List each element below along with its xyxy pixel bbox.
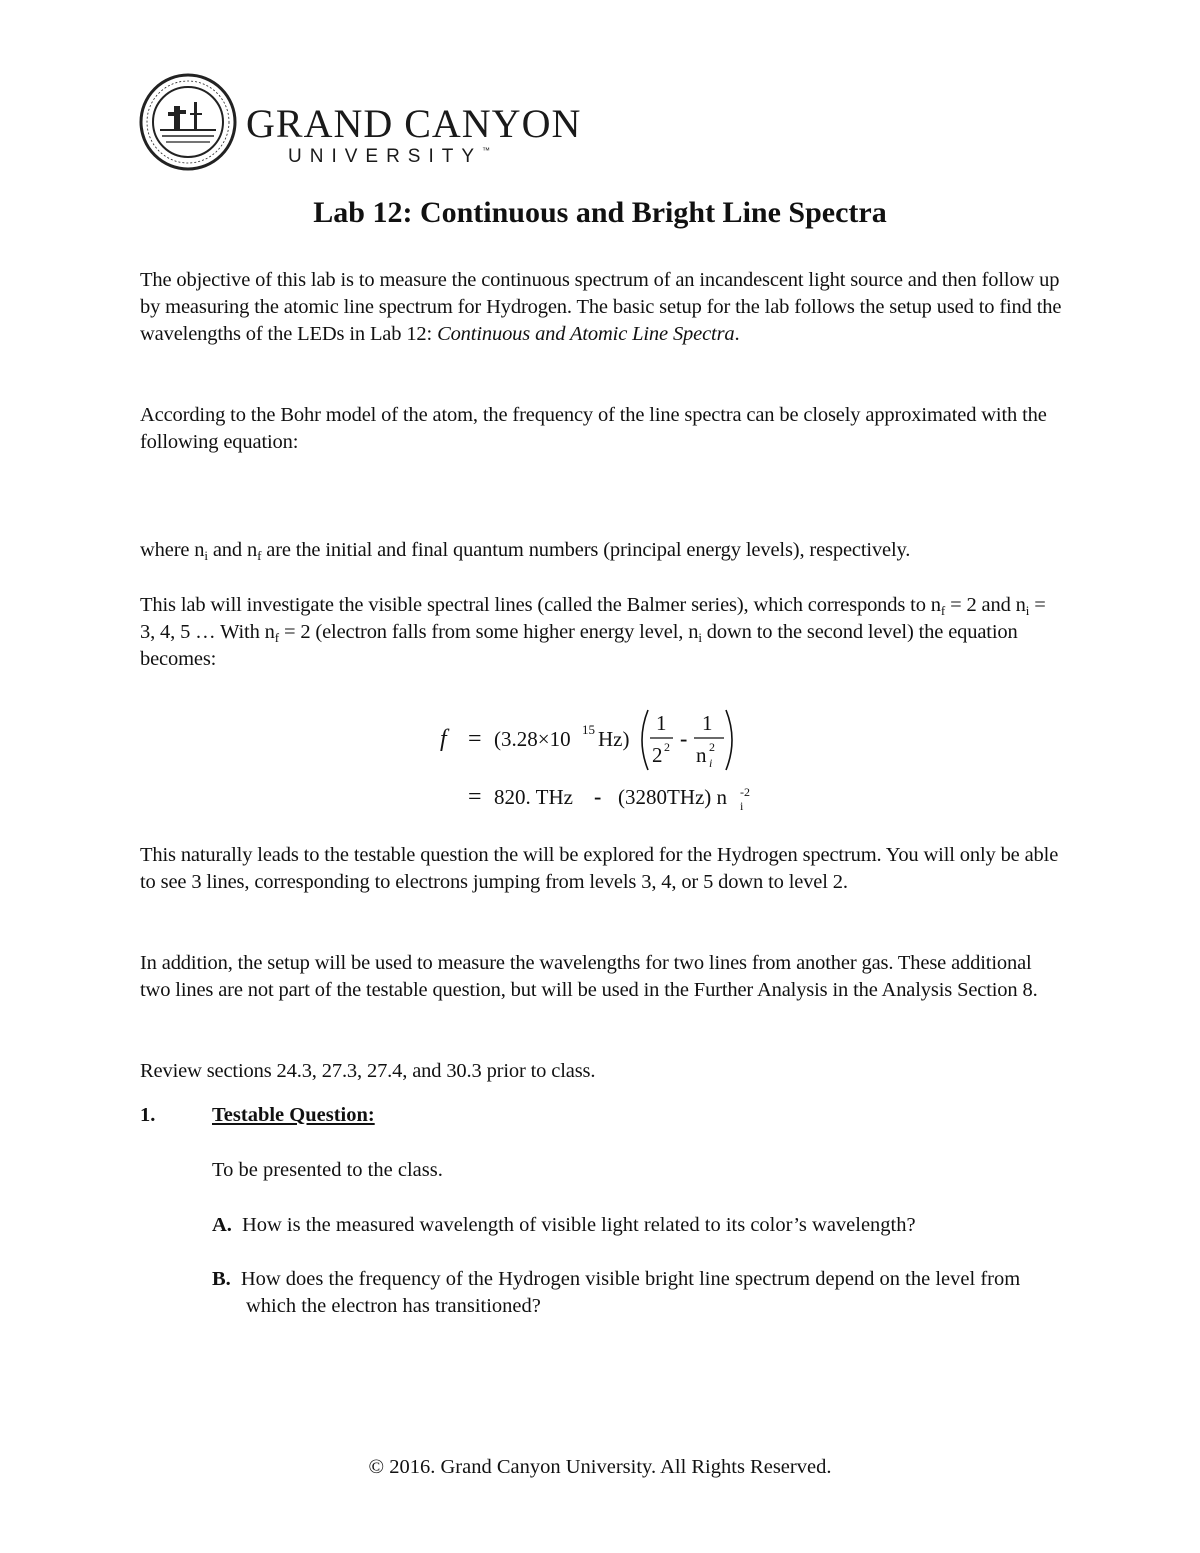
intro-text: The objective of this lab is to measure the continuous spectrum of an incandescent light source and then follow up by measuring the atomic line spectrum for Hydrogen. The basic setup for the lab follows the setup used to find the wavelengths of the LEDs in Lab 12: bbox=[140, 269, 1062, 345]
eq-exponent: 15 bbox=[582, 722, 595, 737]
logo-subtitle bbox=[288, 146, 490, 168]
section-number: 1. bbox=[140, 1104, 156, 1126]
eq-constant: (3.28×10 bbox=[494, 727, 571, 751]
section-title: Testable Question: bbox=[212, 1104, 375, 1126]
page-title: Lab 12: Continuous and Bright Line Spectra bbox=[313, 196, 887, 229]
university-logo bbox=[138, 72, 582, 172]
eq-denominator-2-sub: i bbox=[709, 756, 713, 770]
eq-numerator-1: 1 bbox=[656, 711, 667, 735]
addition-paragraph: In addition, the setup will be used to measure the wavelengths for two lines from another gas. These additional two lines are not part of the testable question, but will be used in the Further Analysis in the Analysis Section 8. bbox=[140, 952, 1038, 1001]
eq-denominator-1-exp: 2 bbox=[664, 740, 670, 754]
trademark-mark: ™ bbox=[482, 146, 491, 155]
balmer-text-5: down to the second level) the equation becomes: bbox=[140, 621, 1018, 670]
where-text-1: where n bbox=[140, 539, 205, 561]
bohr-paragraph: According to the Bohr model of the atom, the frequency of the line spectra can be closely approximated with the following equation: bbox=[140, 404, 1047, 453]
balmer-text-2: = 2 and n bbox=[945, 594, 1026, 616]
eq-equals-1: = bbox=[468, 726, 482, 752]
eq-hz: Hz) bbox=[598, 727, 630, 751]
balmer-equation bbox=[430, 700, 790, 820]
eq-denominator-1: 2 bbox=[652, 743, 663, 767]
question-b bbox=[212, 1266, 1072, 1320]
question-text: How does the frequency of the Hydrogen visible bright line spectrum depend on the level from which the electron has transitioned? bbox=[240, 1268, 1021, 1317]
balmer-text-4: = 2 (electron falls from some higher energy level, n bbox=[278, 621, 699, 643]
eq-left-paren bbox=[642, 710, 648, 770]
eq-line2-minus: - bbox=[594, 784, 602, 809]
testable-paragraph: This naturally leads to the testable question the will be explored for the Hydrogen spectrum. You will only be able to see 3 lines, corresponding to electrons jumping from levels 3, 4, or 5 down to level 2. bbox=[140, 844, 1059, 893]
logo-subtitle-text: UNIVERSITY bbox=[288, 146, 483, 167]
subscript-f: f bbox=[257, 548, 262, 563]
subscript-i: i bbox=[1025, 603, 1030, 618]
intro-end: . bbox=[734, 323, 740, 345]
eq-line2-sub: i bbox=[740, 799, 744, 813]
section-intro: To be presented to the class. bbox=[212, 1159, 443, 1181]
university-seal-icon bbox=[138, 72, 238, 172]
where-text-3: are the initial and final quantum numbers (principal energy levels), respectively. bbox=[261, 539, 911, 561]
subscript-i: i bbox=[698, 630, 702, 645]
intro-lab-title: Continuous and Atomic Line Spectra bbox=[437, 323, 735, 345]
eq-denominator-2: n bbox=[696, 743, 707, 767]
subscript-f: f bbox=[940, 603, 946, 618]
copyright-footer: © 2016. Grand Canyon University. All Rights Reserved. bbox=[368, 1456, 832, 1478]
balmer-text-3: = 3, 4, 5 … With n bbox=[140, 594, 1046, 643]
eq-right-paren bbox=[726, 710, 732, 770]
question-letter: B. bbox=[212, 1268, 231, 1290]
eq-denominator-2-exp: 2 bbox=[709, 740, 715, 754]
where-paragraph bbox=[140, 537, 1065, 564]
eq-line2-term-1: 820. THz bbox=[494, 785, 573, 809]
review-paragraph: Review sections 24.3, 27.3, 27.4, and 30.3 prior to class. bbox=[140, 1060, 596, 1082]
subscript-i: i bbox=[204, 548, 208, 563]
question-a bbox=[212, 1212, 1072, 1239]
eq-f-symbol: f bbox=[440, 726, 447, 752]
subscript-f: f bbox=[274, 630, 279, 645]
question-letter: A. bbox=[212, 1214, 232, 1236]
eq-line2-term-2: (3280THz) n bbox=[618, 785, 728, 809]
equation-figure bbox=[430, 700, 790, 820]
intro-paragraph bbox=[140, 267, 1065, 348]
question-text: How is the measured wavelength of visible light related to its color’s wavelength? bbox=[241, 1214, 916, 1236]
eq-minus: - bbox=[680, 726, 688, 751]
where-text-2: and n bbox=[207, 539, 258, 561]
balmer-text-1: This lab will investigate the visible spectral lines (called the Balmer series), which corresponds to n bbox=[140, 594, 941, 616]
eq-numerator-2: 1 bbox=[702, 711, 713, 735]
logo-wordmark: GRAND CANYON bbox=[246, 101, 582, 146]
eq-line2-exp: -2 bbox=[740, 785, 750, 799]
balmer-paragraph bbox=[140, 592, 1065, 673]
eq-equals-2: = bbox=[468, 784, 482, 810]
